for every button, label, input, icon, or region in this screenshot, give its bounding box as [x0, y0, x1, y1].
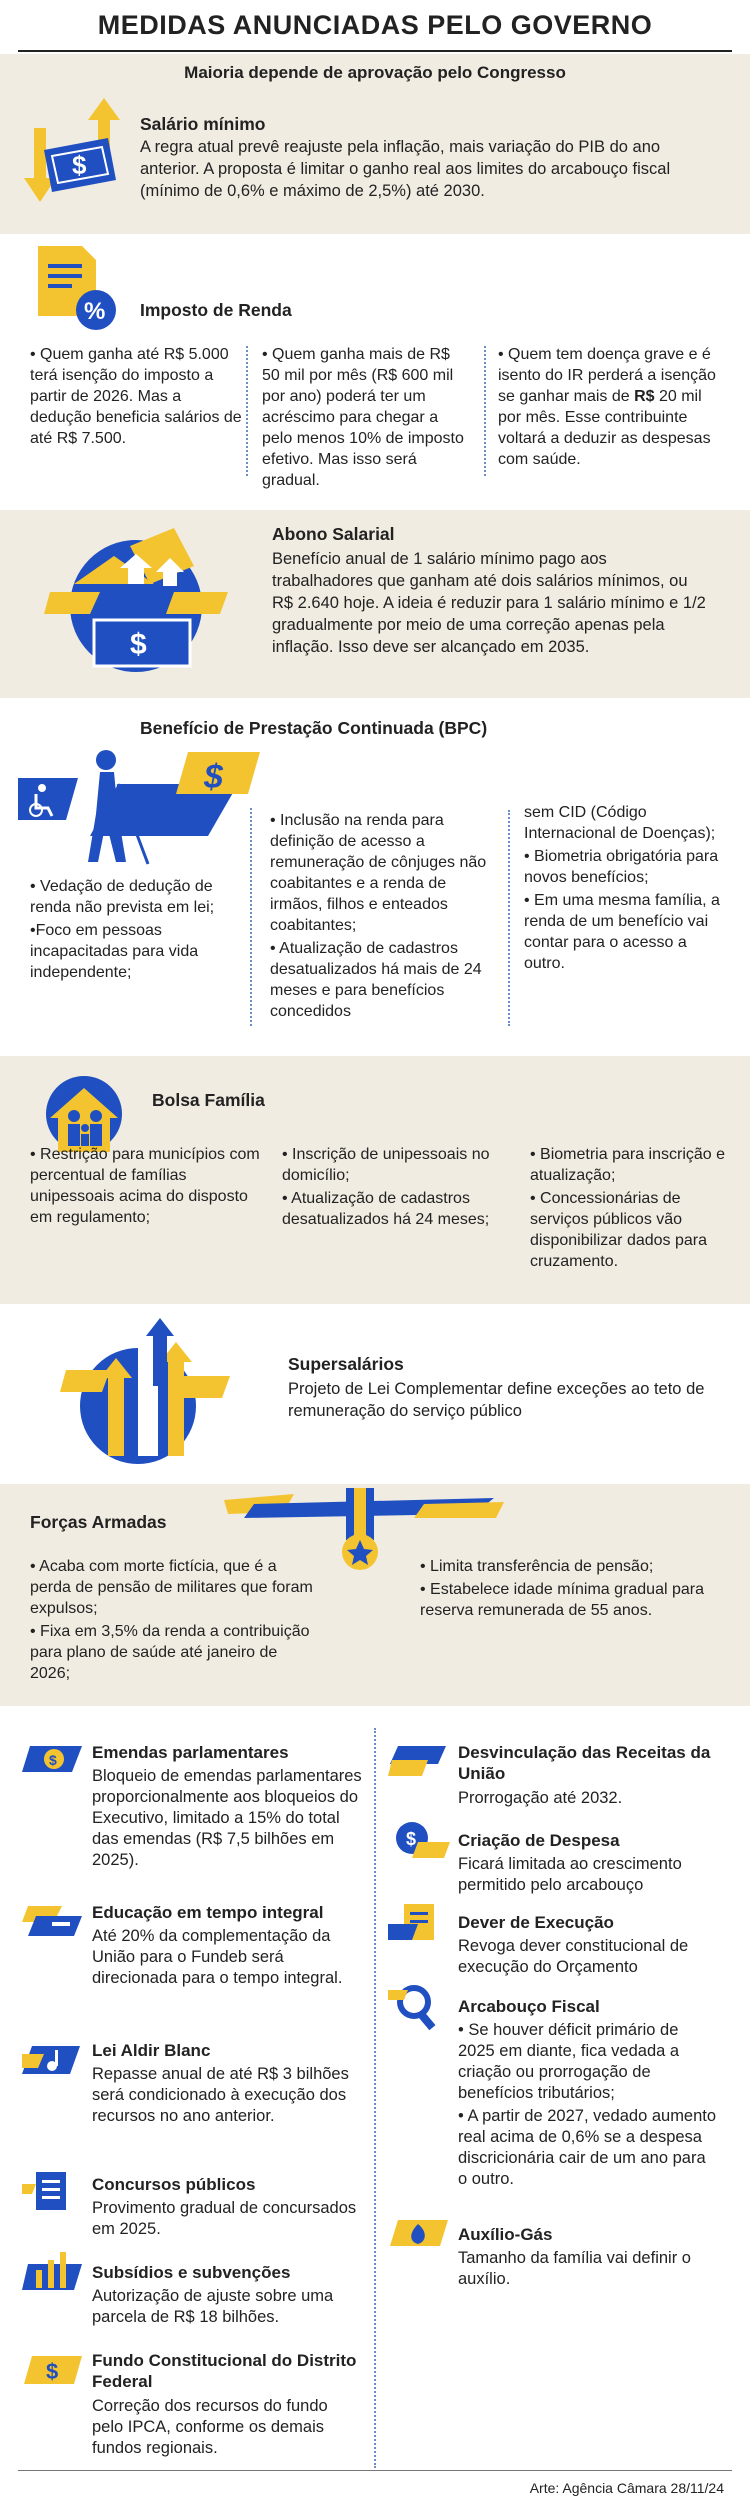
money-coin-icon: [22, 1742, 86, 1782]
item-arcabouco-text1: • Se houver déficit primário de 2025 em diante, fica vedada a criação ou prorrogação de benefícios tributários;: [458, 2021, 680, 2102]
title-rule: [18, 50, 732, 52]
item-emendas-title: Emendas parlamentares: [92, 1743, 289, 1762]
item-dru-title: Desvinculação das Receitas da União: [458, 1743, 711, 1783]
item-aldir-title: Lei Aldir Blanc: [92, 2041, 211, 2060]
footer-rule: [18, 2470, 732, 2471]
item-execucao-title: Dever de Execução: [458, 1913, 614, 1932]
divider: [484, 346, 486, 476]
divider: [246, 346, 248, 476]
svg-text:$: $: [72, 150, 87, 180]
item-emendas-text: Bloqueio de emendas parlamentares proporcionalmente aos bloqueios do Executivo, limitado a 15% do total das emendas (R$ 7,5 bilhões em 2025).: [92, 1767, 362, 1869]
item-concursos-title: Concursos públicos: [92, 2175, 256, 2194]
section-bolsa: [0, 1056, 750, 1304]
svg-text:$: $: [204, 758, 223, 796]
coin-stack-icon: [388, 1818, 452, 1862]
money-blocks-icon: [388, 1742, 452, 1782]
bolsa-col3: • Biometria para inscrição e atualização; • Concessionárias de serviços públicos vão disponibilizar dados para cruzamento.: [530, 1146, 726, 1270]
magnifier-icon: [388, 1982, 452, 2032]
tax-document-icon: [34, 246, 124, 338]
item-fundo-title: Fundo Constitucional do Distrito Federal: [92, 2351, 357, 2391]
divider: [508, 810, 510, 1026]
bpc-col1: • Vedação de dedução de renda não prevista em lei; •Foco em pessoas incapacitadas para vida independente;: [30, 878, 215, 981]
item-execucao-text: Revoga dever constitucional de execução do Orçamento: [458, 1937, 689, 1976]
music-note-icon: [22, 2040, 86, 2080]
education-icon: [22, 1902, 86, 1942]
house-money-icon: [44, 528, 234, 678]
item-auxilio-text: Tamanho da família vai definir o auxílio.: [458, 2249, 691, 2288]
svg-text:$: $: [406, 1829, 417, 1849]
money-arrows-icon: [24, 98, 124, 208]
gas-flame-icon: [388, 2212, 452, 2252]
item-educacao-text: Até 20% da complementação da União para o Fundeb será direcionada para o tempo integral.: [92, 1927, 343, 1987]
item-arcabouco-title: Arcabouço Fiscal: [458, 1997, 600, 2016]
section-forcas: [0, 1484, 750, 1706]
ir-title: Imposto de Renda: [140, 300, 292, 320]
dollar-icon: [22, 2350, 86, 2390]
credit-text: Arte: Agência Câmara 28/11/24: [529, 2480, 724, 2496]
bolsa-title: Bolsa Família: [152, 1090, 265, 1110]
document-icon: [22, 2170, 86, 2214]
divider: [374, 1728, 376, 2468]
svg-text:$: $: [130, 628, 147, 661]
salario-text: A regra atual prevê reajuste pela inflação, mais variação do PIB do ano anterior. A proposta é limitar o ganho real aos limites do arcabouço fiscal (mínimo de 0,6% e máximo de 2,5%) até 2030.: [140, 138, 671, 200]
svg-text:$: $: [49, 1752, 57, 1768]
page-subtitle: Maioria depende de aprovação pelo Congresso: [184, 63, 566, 82]
item-concursos-text: Provimento gradual de concursados em 2025.: [92, 2199, 357, 2238]
item-educacao-title: Educação em tempo integral: [92, 1903, 324, 1922]
bpc-title: Benefício de Prestação Continuada (BPC): [140, 718, 488, 738]
forcas-title: Forças Armadas: [30, 1512, 167, 1532]
ir-col3: • Quem tem doença grave e é isento do IR perderá a isenção se ganhar mais de R$ 20 mil por mês. Esse contribuinte voltará a deduzir as despesas com saúde.: [498, 346, 716, 468]
item-despesa-title: Criação de Despesa: [458, 1831, 620, 1850]
abono-text: Benefício anual de 1 salário mínimo pago aos trabalhadores que ganham até dois salários mínimos, ou R$ 2.640 hoje. A ideia é reduzir para 1 salário mínimo e 1/2 gradualmente por meio de uma correção apenas pela inflação. Isso deve ser alcançado em 2035.: [272, 550, 706, 656]
bpc-col3: sem CID (Código Internacional de Doenças); • Biometria obrigatória para novos benefícios; • Em uma mesma família, a renda de um benefício vai contar para o acesso a outro.: [524, 804, 720, 972]
svg-text:%: %: [84, 298, 106, 325]
section-super: [0, 1304, 750, 1484]
item-subsidios-title: Subsídios e subvenções: [92, 2263, 291, 2282]
bar-chart-icon: [22, 2250, 86, 2294]
ir-col1: • Quem ganha até R$ 5.000 terá isenção do imposto a partir de 2026. Mas a dedução beneficia salários de até R$ 7.500.: [30, 346, 242, 447]
item-auxilio-title: Auxílio-Gás: [458, 2225, 553, 2244]
item-subsidios-text: Autorização de ajuste sobre uma parcela de R$ 18 bilhões.: [92, 2287, 334, 2326]
item-dru-text: Prorrogação até 2032.: [458, 1789, 623, 1807]
checklist-icon: [388, 1902, 452, 1946]
section-abono: [0, 510, 750, 698]
section-bpc: [0, 698, 750, 1056]
bolsa-col1: • Restrição para municípios com percentual de famílias unipessoais acima do disposto em regulamento;: [30, 1146, 260, 1226]
super-text: Projeto de Lei Complementar define exceções ao teto de remuneração do serviço público: [288, 1380, 705, 1420]
bpc-col2: • Inclusão na renda para definição de acesso a remuneração de cônjuges não coabitantes e a renda de irmãos, filhos e enteados coabitantes; • Atualização de cadastros desatualizados há mais de 24 meses e para benefícios concedidos: [270, 812, 487, 1020]
item-aldir-text: Repasse anual de até R$ 3 bilhões será condicionado à execução dos recursos no ano anterior.: [92, 2065, 349, 2125]
salario-title: Salário mínimo: [140, 114, 266, 134]
section-ir: [0, 234, 750, 510]
forcas-col1: • Acaba com morte fictícia, que é a perda de pensão de militares que foram expulsos; • Fixa em 3,5% da renda a contribuição para plano de saúde até janeiro de 2026;: [30, 1558, 313, 1682]
section-salario: [0, 54, 750, 234]
abono-title: Abono Salarial: [272, 524, 395, 544]
item-fundo-text: Correção dos recursos do fundo pelo IPCA, conforme os demais fundos regionais.: [92, 2397, 328, 2457]
divider: [250, 808, 252, 1026]
accessibility-money-icon: [18, 744, 268, 874]
item-despesa-text: Ficará limitada ao crescimento permitido pelo arcabouço: [458, 1855, 682, 1894]
bolsa-col2: • Inscrição de unipessoais no domicílio; • Atualização de cadastros desatualizados há 24 meses;: [282, 1146, 490, 1228]
item-arcabouco-text2: • A partir de 2027, vedado aumento real acima de 0,6% se a despesa discricionária cair de um ano para o outro.: [458, 2107, 717, 2188]
rising-arrows-icon: [60, 1306, 240, 1476]
page-title: MEDIDAS ANUNCIADAS PELO GOVERNO: [97, 10, 653, 40]
forcas-col2: • Limita transferência de pensão; • Estabelece idade mínima gradual para reserva remunerada de 55 anos.: [420, 1558, 704, 1619]
super-title: Supersalários: [288, 1354, 404, 1374]
svg-text:$: $: [46, 2359, 59, 2384]
ir-col2: • Quem ganha mais de R$ 50 mil por mês (R$ 600 mil por ano) poderá ter um acréscimo para chegar a pelo menos 10% de imposto efetivo. Mas isso será gradual.: [262, 346, 464, 489]
